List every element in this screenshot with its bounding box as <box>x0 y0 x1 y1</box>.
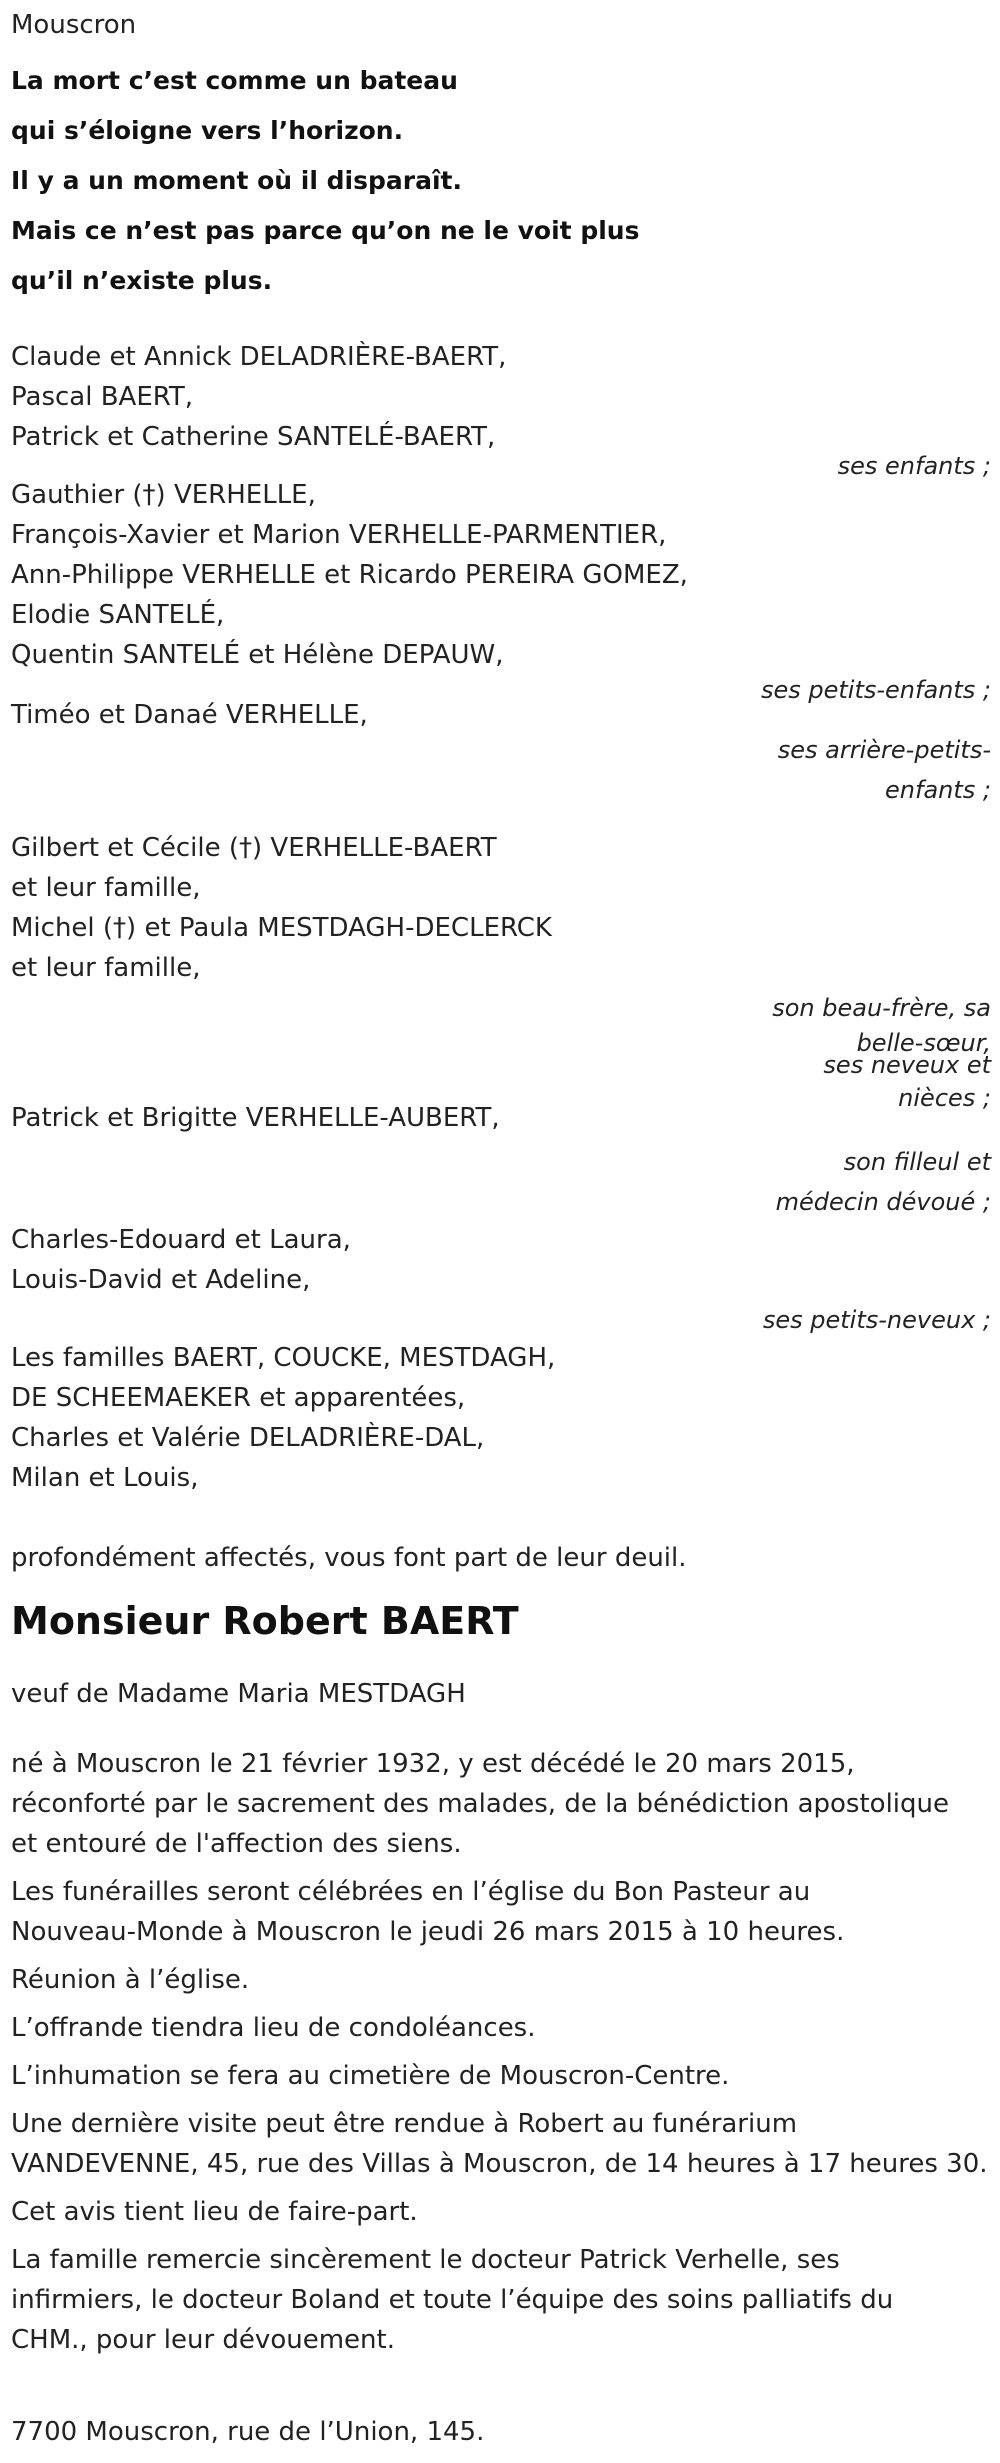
mourner-name: et leur famille, <box>11 873 201 903</box>
poem-line: Il y a un moment où il disparaît. <box>11 166 462 195</box>
detail-line: réconforté par le sacrement des malades, de la bénédiction apostolique <box>11 1789 949 1819</box>
address-text: 7700 Mouscron, rue de l’Union, 145. <box>11 2417 485 2447</box>
mourner-name: Pascal BAERT, <box>11 382 194 412</box>
detail-line: Les funérailles seront célébrées en l’église du Bon Pasteur au <box>11 1877 811 1907</box>
announcement-text: profondément affectés, vous font part de leur deuil. <box>11 1543 687 1573</box>
mourner-name: Charles et Valérie DELADRIÈRE-DAL, <box>11 1423 485 1453</box>
mourner-name: Michel (†) et Paula MESTDAGH-DECLERCK <box>11 913 552 943</box>
obituary-page <box>11 0 991 2452</box>
grandchildren-group <box>11 475 991 710</box>
relation-label: nièces ; <box>898 1084 991 1112</box>
mourner-name: Elodie SANTELÉ, <box>11 600 225 630</box>
deceased-name: Monsieur Robert BAERT <box>11 1599 519 1643</box>
relation-label: belle-sœur, <box>856 1029 991 1057</box>
detail-paragraph <box>11 2192 991 2232</box>
relation-label: médecin dévoué ; <box>775 1188 991 1216</box>
mourner-name: Patrick et Catherine SANTELÉ-BAERT, <box>11 422 496 452</box>
detail-line: né à Mouscron le 21 février 1932, y est décédé le 20 mars 2015, <box>11 1749 855 1779</box>
mourner-name: Gilbert et Cécile (†) VERHELLE-BAERT <box>11 833 497 863</box>
children-group <box>11 337 991 486</box>
relation-label: ses arrière-petits- <box>777 736 991 764</box>
widower-text: veuf de Madame Maria MESTDAGH <box>11 1679 466 1709</box>
mourner-name: Les familles BAERT, COUCKE, MESTDAGH, <box>11 1343 556 1373</box>
detail-line: L’offrande tiendra lieu de condoléances. <box>11 2013 536 2043</box>
godson-group <box>11 1098 991 1222</box>
detail-line: CHM., pour leur dévouement. <box>11 2325 395 2355</box>
detail-paragraph <box>11 2008 991 2048</box>
great-grandchildren-group <box>11 695 991 810</box>
detail-paragraph <box>11 2056 991 2096</box>
families-group <box>11 1338 991 1498</box>
relation-label: enfants ; <box>885 776 991 804</box>
detail-paragraph <box>11 1872 991 1952</box>
mourner-name: DE SCHEEMAEKER et apparentées, <box>11 1383 466 1413</box>
poem-line: La mort c’est comme un bateau <box>11 66 458 95</box>
mourner-name: Ann-Philippe VERHELLE et Ricardo PEREIRA GOMEZ, <box>11 560 688 590</box>
grandnephews-group <box>11 1220 991 1340</box>
poem-line: qu’il n’existe plus. <box>11 266 273 295</box>
relation-label: son filleul et <box>843 1148 991 1176</box>
details-block <box>11 1744 991 2360</box>
relation-label: ses enfants ; <box>837 452 991 480</box>
relation-label: ses neveux et <box>823 1051 991 1079</box>
mourner-name: Milan et Louis, <box>11 1463 199 1493</box>
poem-line: qui s’éloigne vers l’horizon. <box>11 116 404 145</box>
detail-line: La famille remercie sincèrement le docteur Patrick Verhelle, ses <box>11 2245 840 2275</box>
relation-label: ses petits-enfants ; <box>760 676 991 704</box>
detail-line: Réunion à l’église. <box>11 1965 250 1995</box>
detail-line: infirmiers, le docteur Boland et toute l’équipe des soins palliatifs du <box>11 2285 894 2315</box>
detail-paragraph <box>11 1744 991 1864</box>
mourner-name: Charles-Edouard et Laura, <box>11 1225 351 1255</box>
mourner-name: François-Xavier et Marion VERHELLE-PARMENTIER, <box>11 520 667 550</box>
in-laws-group <box>11 828 991 1118</box>
city-heading: Mouscron <box>11 10 137 40</box>
mourner-name: Gauthier (†) VERHELLE, <box>11 480 316 510</box>
mourner-name: Patrick et Brigitte VERHELLE-AUBERT, <box>11 1103 500 1133</box>
mourner-name: Timéo et Danaé VERHELLE, <box>11 700 368 730</box>
mourner-name: Claude et Annick DELADRIÈRE-BAERT, <box>11 342 507 372</box>
detail-line: L’inhumation se fera au cimetière de Mouscron-Centre. <box>11 2061 730 2091</box>
poem <box>11 56 991 306</box>
relation-label: son beau-frère, sa <box>772 994 991 1022</box>
detail-line: VANDEVENNE, 45, rue des Villas à Mouscron, de 14 heures à 17 heures 30. <box>11 2149 988 2179</box>
detail-line: Nouveau-Monde à Mouscron le jeudi 26 mars 2015 à 10 heures. <box>11 1917 845 1947</box>
mourner-name: et leur famille, <box>11 953 201 983</box>
detail-paragraph <box>11 2104 991 2184</box>
detail-line: Cet avis tient lieu de faire-part. <box>11 2197 418 2227</box>
detail-line: Une dernière visite peut être rendue à Robert au funérarium <box>11 2109 798 2139</box>
poem-line: Mais ce n’est pas parce qu’on ne le voit plus <box>11 216 640 245</box>
detail-paragraph <box>11 2240 991 2360</box>
mourner-name: Louis-David et Adeline, <box>11 1265 311 1295</box>
detail-line: et entouré de l'affection des siens. <box>11 1829 462 1859</box>
mourner-name: Quentin SANTELÉ et Hélène DEPAUW, <box>11 640 504 670</box>
detail-paragraph <box>11 1960 991 2000</box>
relation-label: ses petits-neveux ; <box>762 1306 991 1334</box>
